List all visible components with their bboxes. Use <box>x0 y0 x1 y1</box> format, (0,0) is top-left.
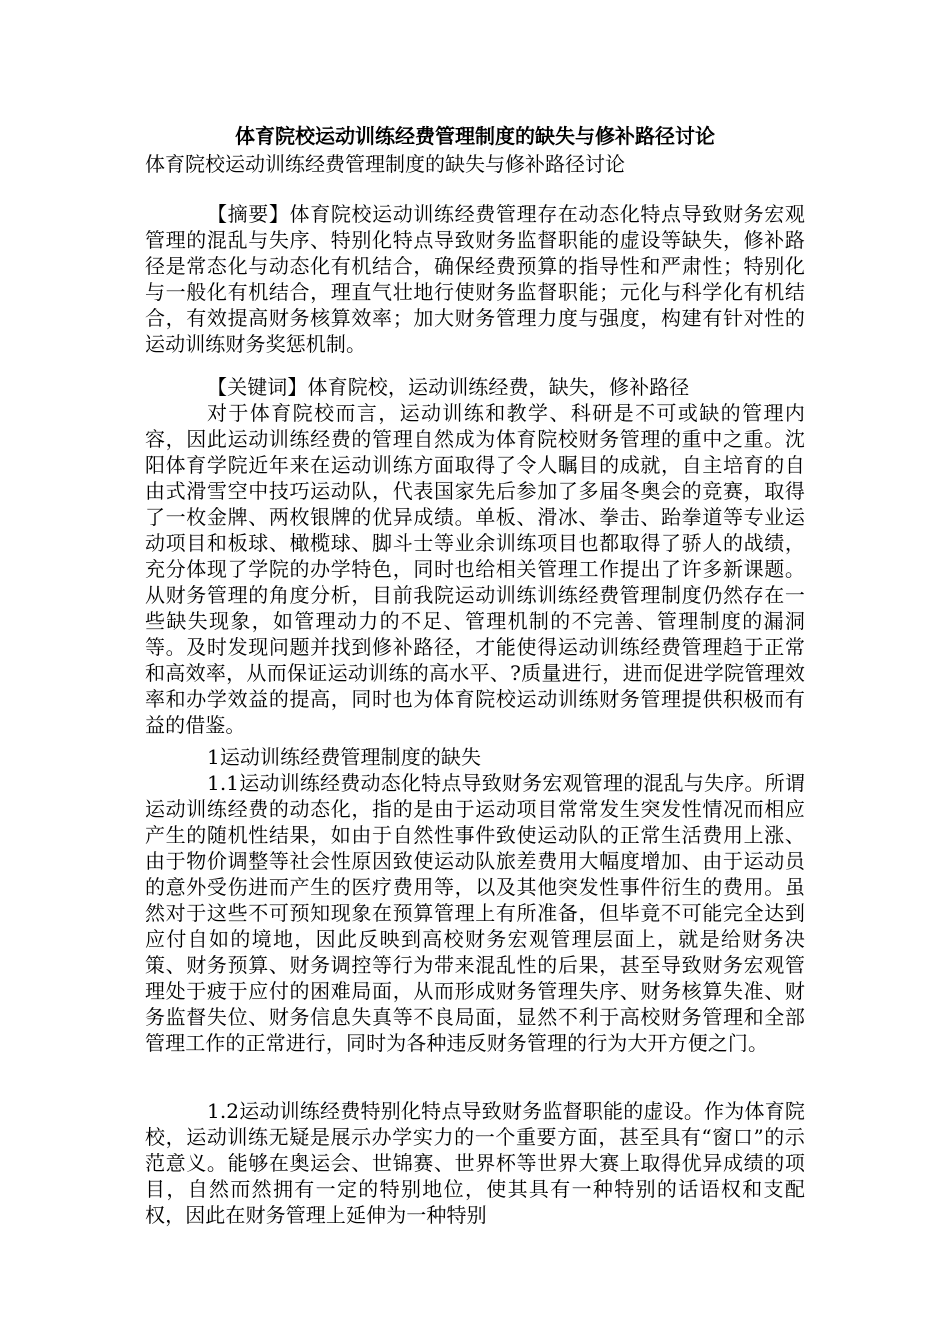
document-subtitle: 体育院校运动训练经费管理制度的缺失与修补路径讨论 <box>145 152 625 176</box>
document-title: 体育院校运动训练经费管理制度的缺失与修补路径讨论 <box>235 124 715 148</box>
intro-paragraph: 对于体育院校而言，运动训练和教学、科研是不可或缺的管理内容，因此运动训练经费的管理自然成为体育院校财务管理的重中之重。沈阳体育学院近年来在运动训练方面取得了令人瞩目的成就，自主培育的自由式滑雪空中技巧运动队，代表国家先后参加了多届冬奥会的竞赛，取得了一枚金牌、两枚银牌的优异成绩。单板、滑冰、拳击、跆拳道等专业运动项目和板球、橄榄球、脚斗士等业余训练项目也都取得了骄人的战绩，充分体现了学院的办学特色，同时也给相关管理工作提出了许多新课题。从财务管理的角度分析，目前我院运动训练训练经费管理制度仍然存在一些缺失现象，如管理动力的不足、管理机制的不完善、管理制度的漏洞等。及时发现问题并找到修补路径，才能使得运动训练经费管理趋于正常和高效率，从而保证运动训练的高水平、?质量进行，进而促进学院管理效率和办学效益的提高，同时也为体育院校运动训练财务管理提供积极而有益的借鉴。 <box>145 401 805 737</box>
abstract-paragraph: 【摘要】体育院校运动训练经费管理存在动态化特点导致财务宏观管理的混乱与失序、特别化特点导致财务监督职能的虚设等缺失，修补路径是常态化与动态化有机结合，确保经费预算的指导性和严肃性；特别化与一般化有机结合，理直气壮地行使财务监督职能；元化与科学化有机结合，有效提高财务核算效率；加大财务管理力度与强度，构建有针对性的运动训练财务奖惩机制。 <box>145 202 805 356</box>
keywords-line: 【关键词】体育院校，运动训练经费，缺失，修补路径 <box>207 375 690 399</box>
section-1-1-paragraph: 1.1运动训练经费动态化特点导致财务宏观管理的混乱与失序。所谓运动训练经费的动态化，指的是由于运动项目常常发生突发性情况而相应产生的随机性结果，如由于自然性事件致使运动队的正常生活费用上涨、由于物价调整等社会性原因致使运动队旅差费用大幅度增加、由于运动员的意外受伤进而产生的医疗费用等，以及其他突发性事件衍生的费用。虽然对于这些不可预知现象在预算管理上有所准备，但毕竟不可能完全达到应付自如的境地，因此反映到高校财务宏观管理层面上，就是给财务决策、财务预算、财务调控等行为带来混乱性的后果，甚至导致财务宏观管理处于疲于应付的困难局面，从而形成财务管理失序、财务核算失准、财务监督失位、财务信息失真等不良局面，显然不利于高校财务管理和全部管理工作的正常进行，同时为各种违反财务管理的行为大开方便之门。 <box>145 771 805 1055</box>
section-1-2-paragraph: 1.2运动训练经费特别化特点导致财务监督职能的虚设。作为体育院校，运动训练无疑是展示办学实力的一个重要方面，甚至具有“窗口”的示范意义。能够在奥运会、世锦赛、世界杯等世界大赛上取得优异成绩的项目，自然而然拥有一定的特别地位，使其具有一种特别的话语权和支配权，因此在财务管理上延伸为一种特别 <box>145 1099 805 1227</box>
section-1-heading: 1运动训练经费管理制度的缺失 <box>207 745 482 769</box>
